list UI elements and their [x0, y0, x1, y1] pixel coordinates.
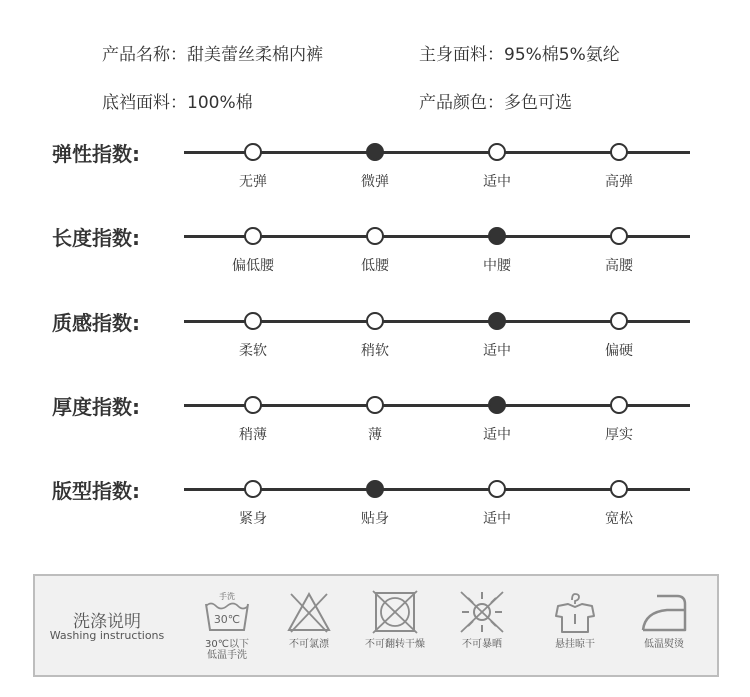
index-option-label: 低腰	[361, 258, 389, 274]
no-sun-exposure-icon	[455, 590, 509, 636]
index-option-label: 稍软	[361, 343, 389, 359]
index-dot	[244, 312, 262, 330]
washing-subtitle: Washing instructions	[49, 629, 165, 642]
tub-top-text: 手洗	[219, 592, 235, 601]
index-option-label: 高弹	[605, 174, 633, 190]
index-dot	[610, 143, 628, 161]
index-option-label: 稍薄	[239, 427, 267, 443]
product-name: 产品名称：甜美蕾丝柔棉内裤	[102, 45, 323, 65]
index-dot	[366, 396, 384, 414]
no-tumble-dry-icon	[368, 590, 422, 636]
care-label: 不可翻转干燥	[365, 639, 425, 650]
index-dot-selected	[488, 227, 506, 245]
index-dot-selected	[366, 143, 384, 161]
index-dot	[244, 227, 262, 245]
index-option-label: 适中	[483, 511, 511, 527]
index-option-label: 中腰	[483, 258, 511, 274]
care-label: 低温熨烫	[644, 639, 684, 650]
index-option-label: 紧身	[239, 511, 267, 527]
care-item-hang-dry	[530, 590, 620, 650]
index-option-label: 适中	[483, 343, 511, 359]
product-color: 产品颜色：多色可选	[419, 93, 572, 113]
index-dot	[610, 227, 628, 245]
index-option-label: 薄	[368, 427, 382, 443]
index-dot	[488, 480, 506, 498]
index-dot-selected	[488, 396, 506, 414]
index-option-label: 适中	[483, 427, 511, 443]
index-title: 弹性指数:	[52, 142, 140, 166]
index-dot	[610, 312, 628, 330]
tub-temp-text: 30℃	[213, 613, 241, 626]
index-option-label: 偏低腰	[232, 258, 274, 274]
index-dot	[244, 480, 262, 498]
care-label: 悬挂晾干	[555, 639, 595, 650]
care-label: 不可暴晒	[462, 639, 502, 650]
care-item-no-tumble-dry	[350, 590, 440, 650]
main-fabric: 主身面料：95%棉5%氨纶	[419, 45, 620, 65]
hang-dry-icon	[548, 590, 602, 636]
index-dot	[488, 143, 506, 161]
index-option-label: 贴身	[361, 511, 389, 527]
care-item-no-bleach	[264, 590, 354, 650]
low-temp-iron-icon	[637, 590, 691, 636]
index-option-label: 高腰	[605, 258, 633, 274]
hand-wash-30c-icon	[200, 590, 254, 636]
index-dot-selected	[488, 312, 506, 330]
care-item-hand-wash	[182, 590, 272, 661]
index-title: 长度指数:	[52, 226, 140, 250]
care-item-no-sun	[437, 590, 527, 650]
care-label: 不可氯漂	[289, 639, 329, 650]
index-option-label: 柔软	[239, 343, 267, 359]
index-dot	[610, 396, 628, 414]
index-dot	[610, 480, 628, 498]
index-dot	[244, 396, 262, 414]
index-option-label: 微弹	[361, 174, 389, 190]
index-option-label: 适中	[483, 174, 511, 190]
index-option-label: 无弹	[239, 174, 267, 190]
index-title: 质感指数:	[52, 311, 140, 335]
washing-panel	[33, 574, 719, 677]
index-option-label: 厚实	[605, 427, 633, 443]
care-item-iron	[619, 590, 709, 650]
crotch-fabric: 底裆面料：100%棉	[102, 93, 253, 113]
index-title: 厚度指数:	[52, 395, 140, 419]
index-dot	[366, 227, 384, 245]
care-label: 30℃以下 低温手洗	[205, 639, 249, 661]
washing-title: 洗涤说明	[73, 612, 141, 632]
index-title: 版型指数:	[52, 479, 140, 503]
index-dot-selected	[366, 480, 384, 498]
index-option-label: 偏硬	[605, 343, 633, 359]
no-bleach-icon	[282, 590, 336, 636]
index-option-label: 宽松	[605, 511, 633, 527]
index-dot	[244, 143, 262, 161]
index-dot	[366, 312, 384, 330]
